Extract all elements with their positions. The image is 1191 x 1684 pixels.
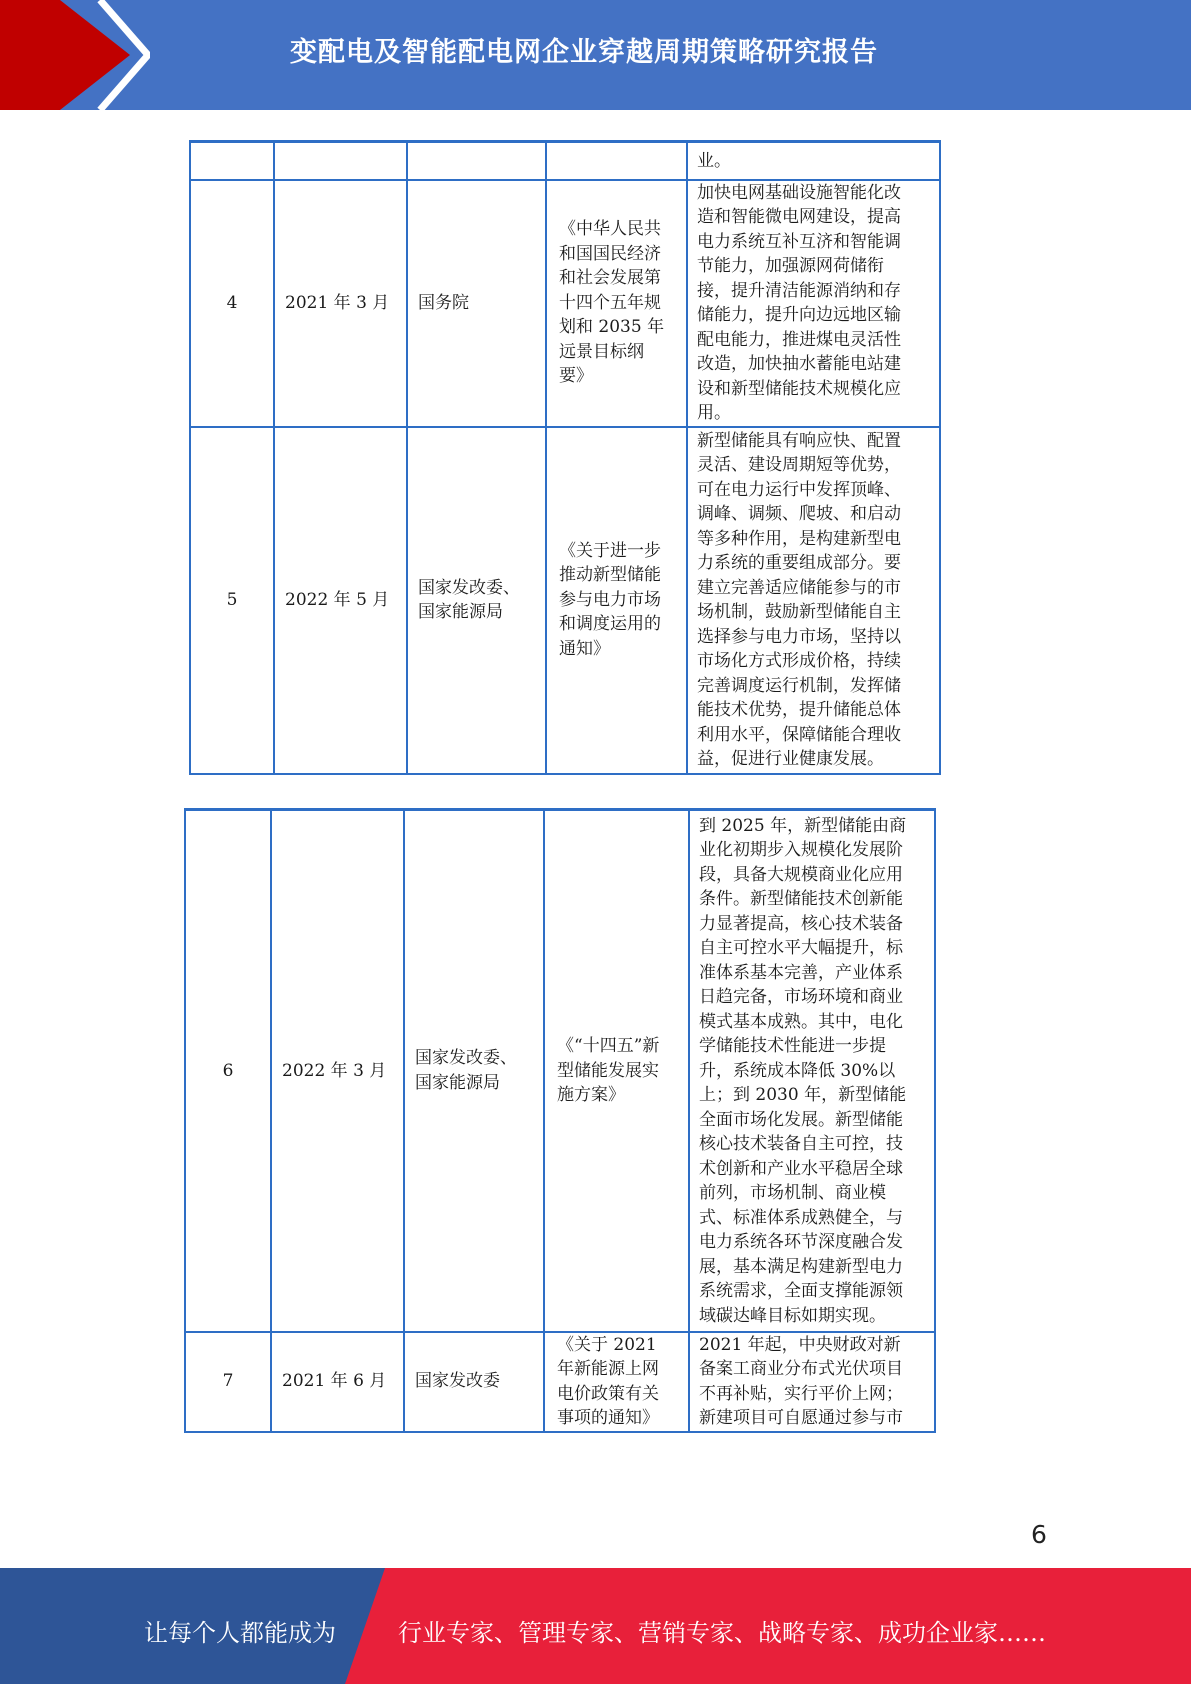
cell-content — [687, 142, 940, 180]
content-line: 储能力，提升向边远地区输 — [697, 305, 901, 325]
content-line: 用。 — [697, 403, 731, 423]
content-line: 到 2025 年，新型储能由商 — [699, 815, 907, 836]
cell-content — [687, 180, 940, 427]
content-line: 利用水平，保障储能合理收 — [697, 724, 901, 745]
page-number: 6 — [1031, 1520, 1047, 1549]
content-line: 灵活、建设周期短等优势， — [697, 455, 901, 475]
content-line: 业。 — [697, 150, 731, 171]
document-line: 和调度运用的 — [559, 614, 661, 635]
content-line: 日趋完备，市场环境和商业 — [699, 987, 903, 1007]
cell-date: 2022 年 3 月 — [271, 810, 404, 1332]
content-line: 条件。新型储能技术创新能 — [699, 889, 903, 909]
content-line: 系统需求，全面支撑能源领 — [699, 1281, 903, 1301]
document-line: 十四个五年规 — [559, 292, 661, 313]
content-line: 全面市场化发展。新型储能 — [699, 1109, 903, 1130]
content-line: 选择参与电力市场，坚持以 — [697, 626, 901, 647]
content-line: 式、标准体系成熟健全，与 — [699, 1207, 903, 1228]
cell-content — [687, 427, 940, 774]
cell-document — [546, 180, 687, 427]
content-line: 学储能技术性能进一步提 — [699, 1036, 886, 1056]
cell-content — [689, 810, 935, 1332]
content-line: 建立完善适应储能参与的市 — [697, 577, 901, 598]
document-line: 《关于 2021 — [557, 1334, 657, 1355]
document-line: 型储能发展实 — [557, 1060, 659, 1081]
cell-no — [190, 142, 274, 180]
content-line: 自主可控水平大幅提升，标 — [699, 938, 903, 958]
document-line: 施方案》 — [557, 1085, 625, 1105]
cell-issuer: 国家发改委 — [404, 1332, 544, 1432]
content-line: 能技术优势，提升储能总体 — [697, 700, 901, 720]
content-line: 展，基本满足构建新型电力 — [699, 1256, 903, 1277]
content-line: 设和新型储能技术规模化应 — [697, 378, 901, 399]
cell-content — [689, 1332, 935, 1432]
issuer-line: 国家能源局 — [415, 1072, 500, 1093]
table-row — [190, 180, 940, 427]
policy-table-bottom — [184, 808, 936, 1433]
footer-slogan-right: 行业专家、管理专家、营销专家、战略专家、成功企业家…… — [398, 1619, 1046, 1647]
cell-issuer: 国务院 — [407, 180, 546, 427]
content-line: 上；到 2030 年，新型储能 — [699, 1085, 907, 1105]
document-line: 推动新型储能 — [559, 565, 661, 586]
cell-document — [546, 142, 687, 180]
content-line: 准体系基本完善，产业体系 — [699, 962, 903, 983]
cell-document — [544, 810, 689, 1332]
content-line: 市场化方式形成价格，持续 — [697, 651, 901, 671]
cell-issuer — [404, 810, 544, 1332]
content-line: 2021 年起，中央财政对新 — [699, 1334, 901, 1355]
content-line: 模式基本成熟。其中，电化 — [699, 1011, 903, 1032]
table-row — [185, 1332, 935, 1432]
cell-no: 5 — [190, 427, 274, 774]
document-line: 参与电力市场 — [559, 589, 661, 610]
content-line: 域碳达峰目标如期实现。 — [699, 1305, 886, 1326]
content-line: 业化初期步入规模化发展阶 — [699, 840, 903, 860]
issuer-line: 国家发改委、 — [418, 577, 520, 598]
content-line: 段，具备大规模商业化应用 — [699, 864, 903, 885]
content-line: 完善调度运行机制，发挥储 — [697, 675, 901, 696]
content-line: 术创新和产业水平稳居全球 — [699, 1158, 903, 1179]
policy-table-top — [189, 140, 941, 775]
content-line: 力系统的重要组成部分。要 — [697, 553, 901, 573]
table-row — [185, 810, 935, 1332]
document-line: 《“十四五”新 — [557, 1036, 660, 1056]
table-row — [190, 427, 940, 774]
header-arrow-decoration — [0, 0, 150, 110]
cell-no: 7 — [185, 1332, 271, 1432]
content-line: 等多种作用，是构建新型电 — [697, 528, 901, 549]
footer-slogan-left: 让每个人都能成为 — [144, 1619, 336, 1647]
report-title: 变配电及智能配电网企业穿越周期策略研究报告 — [290, 37, 878, 68]
content-line: 不再补贴，实行平价上网； — [699, 1383, 903, 1404]
cell-date: 2021 年 6 月 — [271, 1332, 404, 1432]
content-line: 场机制，鼓励新型储能自主 — [697, 602, 901, 622]
content-line: 节能力，加强源网荷储衔 — [697, 256, 884, 276]
content-line: 新型储能具有响应快、配置 — [697, 430, 901, 451]
document-line: 和社会发展第 — [559, 268, 661, 289]
document-line: 《中华人民共 — [559, 219, 661, 240]
content-line: 电力系统各环节深度融合发 — [699, 1232, 903, 1252]
cell-date — [274, 142, 407, 180]
cell-issuer — [407, 427, 546, 774]
content-line: 核心技术装备自主可控，技 — [699, 1134, 903, 1154]
document-line: 《关于进一步 — [559, 540, 661, 561]
document-line: 通知》 — [559, 638, 610, 659]
content-line: 新建项目可自愿通过参与市 — [699, 1408, 903, 1428]
document-line: 事项的通知》 — [557, 1408, 659, 1428]
content-line: 改造，加快抽水蓄能电站建 — [697, 354, 901, 374]
issuer-line: 国家发改委、 — [415, 1048, 517, 1069]
content-line: 可在电力运行中发挥顶峰、 — [697, 479, 901, 500]
document-line: 年新能源上网 — [557, 1359, 659, 1379]
page-header — [0, 0, 1191, 110]
document-line: 划和 2035 年 — [559, 317, 665, 338]
cell-document — [544, 1332, 689, 1432]
content-line: 配电能力，推进煤电灵活性 — [697, 329, 901, 350]
table-row — [190, 142, 940, 180]
content-line: 调峰、调频、爬坡、和启动 — [697, 504, 901, 524]
cell-issuer — [407, 142, 546, 180]
content-line: 加快电网基础设施智能化改 — [697, 182, 901, 203]
content-line: 前列，市场机制、商业模 — [699, 1183, 886, 1203]
content-line: 力显著提高，核心技术装备 — [699, 913, 903, 934]
document-line: 远景目标纲 — [559, 341, 644, 362]
content-line: 电力系统互补互济和智能调 — [697, 231, 901, 252]
content-line: 益，促进行业健康发展。 — [697, 749, 884, 769]
cell-no: 4 — [190, 180, 274, 427]
content-line: 接，提升清洁能源消纳和存 — [697, 280, 901, 301]
document-line: 要》 — [559, 366, 593, 387]
cell-no: 6 — [185, 810, 271, 1332]
content-line: 升，系统成本降低 30%以 — [699, 1060, 896, 1081]
content-line: 造和智能微电网建设，提高 — [697, 207, 901, 227]
cell-document — [546, 427, 687, 774]
document-line: 和国国民经济 — [559, 243, 661, 264]
document-line: 电价政策有关 — [557, 1383, 659, 1404]
issuer-line: 国家能源局 — [418, 602, 503, 622]
cell-date: 2022 年 5 月 — [274, 427, 407, 774]
cell-date: 2021 年 3 月 — [274, 180, 407, 427]
content-line: 备案工商业分布式光伏项目 — [699, 1359, 903, 1379]
